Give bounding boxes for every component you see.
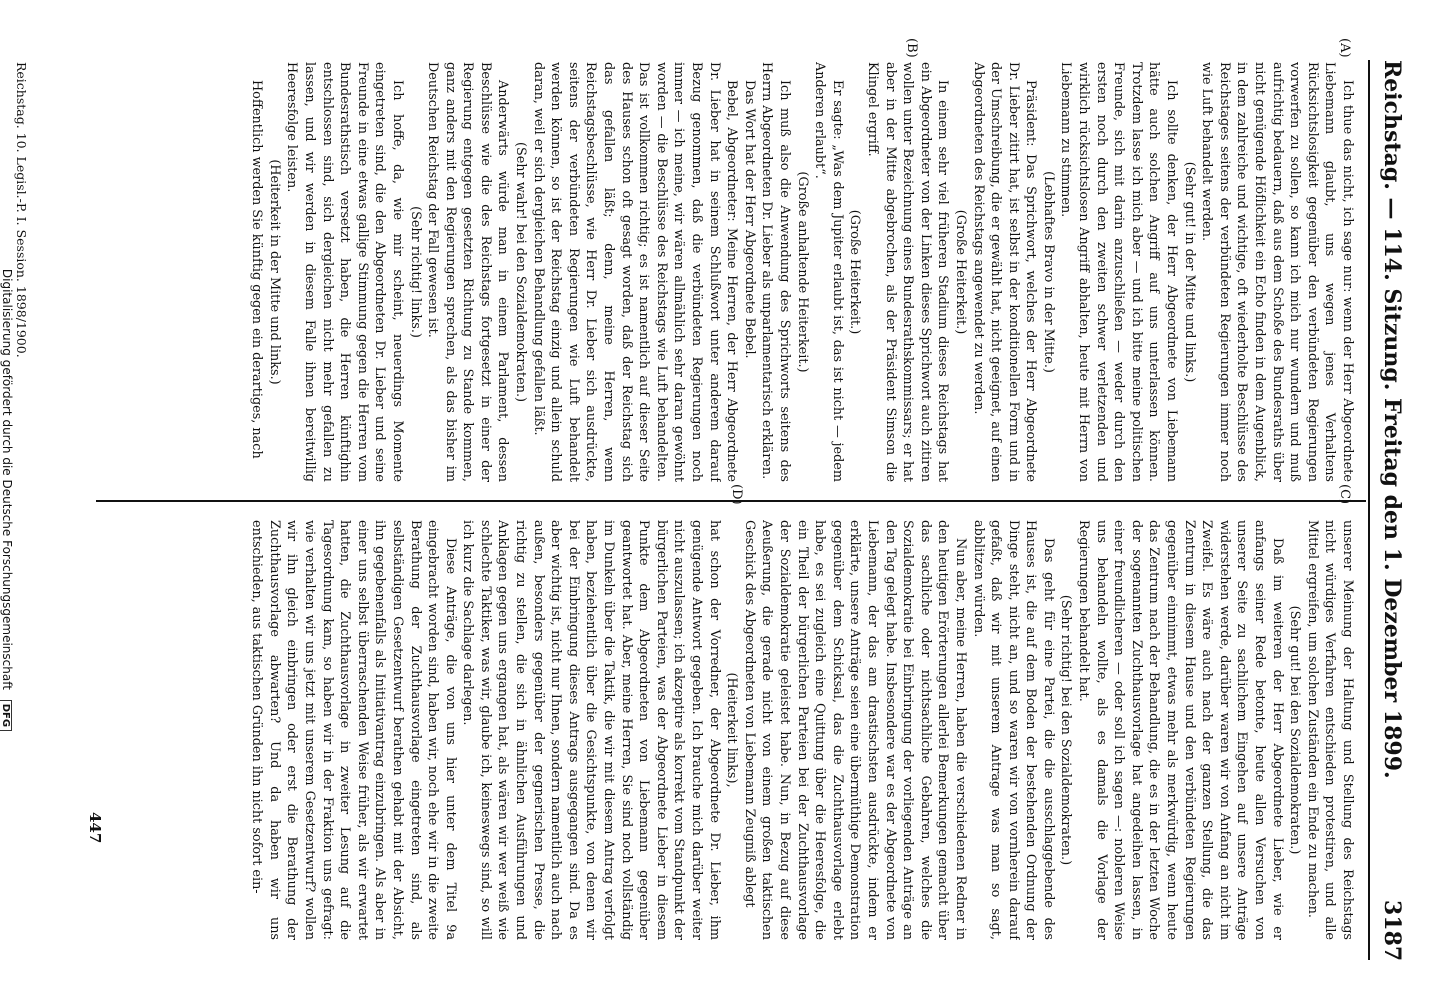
paragraph: Diese Anträge, die von uns hier unter dem Titel 9a eingebracht worden sind, haben wir, noch ehe wir in die zweite Berathung der Zuchthausvorlage eingetreten sind, als selbständigen Gesetzentwurf berathen gehabt mit der Absicht, ihn gegebenenfalls als Initiativantrag einzubringen. Als aber in einer uns selbst überraschenden Weise früher, als wir erwartet hatten, die Zuchthausvorlage in zweiter Lesung auf die Tagesordnung kam, so haben wir in der Fraktion uns gefragt: wie verhalten wir uns jetzt mit unserem Gesetzentwurf? wollen wir ihn gleich einbringen oder erst die Berathung der Zuchthausvorlage abwarten? Und da haben wir uns entschieden, aus taktischen Gründen ihn nicht sofort ein-	[249, 520, 458, 940]
president-paragraph: Präsident: Das Sprichwort, welches der Herr Abgeordnete Dr. Lieber zitirt hat, ist selbst in der konditionellen Form und in der Umschreibung, die er gewählt hat, nicht geeignet, auf einen Abgeordneten des Reichstags angewendet zu werden.	[970, 62, 1039, 482]
paragraph: Nun aber, meine Herren, haben die verschiedenen Redner in den heutigen Erörterungen allerlei Bemerkungen gemacht über das sachliche oder nichtsachliche Gebahren, welches die Sozialdemokratie bei Einbringung der vorliegenden Anträge an den Tag gelegt habe. Insbesondere war es der Abgeordnete von Liebemann, der das am drastischsten ausdrückte, indem er erklärte, unsere Anträge seien eine übermüthige Demonstration gegenüber dem Schicksal, das die Zuchthausvorlage erlebt habe, es sei zugleich eine Quittung über die Heeresfolge, die ein Theil der bürgerlichen Parteien bei der Zuchthausvorlage der Sozialdemokratie geleistet habe. Nun, in Bezug auf diese Aeußerung, die gerade nicht von einem großen taktischen Geschick des Abgeordneten von Liebemann Zeugniß ablegt	[741, 520, 968, 940]
paragraph: Ich thue das nicht, ich sage nur: wenn der Herr Abgeordnete Liebemann glaubt, uns wegen jenes Verhaltens Rücksichtslosigkeit gegenüber den verbündeten Regierungen vorwerfen zu sollen, so kann ich mich nur wundern und muß aufrichtig bedauern, daß aus dem Schoße des Bundesraths über nicht genügende Höflichkeit ein Echo finden in dem Augenblick, in dem zahlreiche und wichtige, oft wiederholte Beschlüsse des Reichstages seitens der verbündeten Regierungen immer noch wie Luft behandelt werden.	[1199, 62, 1355, 482]
digitization-credit	[0, 0, 14, 1000]
dfg-logo: DFG	[0, 700, 12, 731]
citation-footer: Reichstag. 10. Legisl.-P. I. Session. 1898/1900.	[14, 62, 29, 358]
page-mark: 447	[86, 812, 104, 844]
margin-mark-d: (D)	[729, 484, 744, 505]
paragraph: hat schon der Vorredner, der Abgeordnete Dr. Lieber, ihm genügende Antwort gegeben. Ich brauche mich darüber weiter nicht auszulassen; ich akzeptire als korrekt vom Standpunkt der bürgerlichen Parteien, was der Abgeordnete Lieber in diesem Punkte dem Abgeordneten von Liebemann gegenüber geantwortet hat. Aber, meine Herren, Sie sind noch vollständig im Dunkeln über die Taktik, die wir mit diesem Antrag verfolgt haben, beziehentlich über die Gesichtspunkte, von denen wir bei der Einbringung dieses Antrags ausgegangen sind. Da es aber wichtig ist, nicht nur Ihnen, sondern namentlich auch nach außen, besonders gegenüber der gegnerischen Presse, die richtig zu stellen, die sich in ähnlichen Ausführungen und Anklagen gegen uns ergangen hat, als wären wir wer weiß wie schlechte Taktiker, was wir, glaube ich, keineswegs sind, so will ich kurz die Sachlage darlegen.	[460, 520, 722, 940]
paragraph: Ich muß also die Anwendung des Sprichworts seitens des Herrn Abgeordneten Dr. Lieber als unparlamentarisch erklären.	[759, 62, 792, 482]
margin-mark-c: (C)	[1337, 484, 1352, 505]
interjection: (Lebhaftes Bravo in der Mitte.)	[1040, 171, 1056, 373]
running-title: Reichstag. — 114. Sitzung. Freitag den 1. Dezember 1899.	[1379, 60, 1405, 779]
paragraph: Ich hoffe, da, wie mir scheint, neuerdings Momente eingetreten sind, die den Abgeordneten Dr. Lieber und seine Freunde in eine etwas gallige Stimmung gegen die Herren vom Bundesrathstisch versetzt haben, die Herren künftighin entschlossen sind, sich dergleichen nicht mehr gefallen zu lassen, und wir werden in diesem Falle ihnen bereitwillig Heeresfolge leisten.	[284, 62, 405, 482]
paragraph: Das geht für eine Partei, die die ausschlaggebende des Hauses ist, die auf dem Boden der bestehenden Ordnung der Dinge steht, nicht an, und so waren wir von vornherein darauf gefaßt, daß wir mit unserem Antrage was man so sagt, abblitzen würden.	[970, 520, 1056, 940]
paragraph: Anderwärts würde man in einem Parlament, dessen Beschlüsse wie die des Reichstags fortgesetzt in einer der Regierung entgegen gesetzten Richtung zu Stande kommen, ganz anders mit den Regierungen sprechen, als das bisher im Deutschen Reichstag der Fall gewesen ist.	[425, 62, 511, 482]
page-number: 3187	[1379, 900, 1405, 962]
interjection: (Große Heiterkeit.)	[952, 209, 968, 335]
interjection: (Sehr gut! bei den Sozialdemokraten.)	[1287, 605, 1303, 855]
right-column	[16, 520, 1356, 940]
interjection: (Sehr wahr! bei den Sozialdemokraten.)	[513, 141, 529, 403]
header-rule	[1368, 60, 1370, 960]
paragraph: Hoffentlich werden Sie künftig gegen ein derartiges, nach	[249, 80, 265, 459]
paragraph: unserer Meinung der Haltung und Stellung des Reichstags nicht würdiges Verfahren entschieden protestiren, und alle Mittel ergreifen, um solchen Zuständen ein Ende zu machen.	[1304, 520, 1355, 940]
paragraph: Ich sollte denken, der Herr Abgeordnete von Liebemann hätte auch solchen Angriff auf uns unterlassen können. Trotzdem lasse ich mich aber — und ich bitte meine politischen Freunde, sich mit darin anzuschließen — weder durch den ersten noch durch den zweiten schwer verletzenden und wirklich rücksichtslosen Angriff abhalten, heute mit Herrn von Liebemann zu stimmen.	[1058, 62, 1180, 482]
paragraph: Daß im weiteren der Herr Abgeordnete Lieber, wie er anfangs seiner Rede betonte, heute allen Versuchen von unserer Seite zu sachlichem Eingehen auf unsere Anträge widerstehen werde, darüber waren wir von Anfang an nicht im Zweifel. Es wäre auch nach der ganzen Stellung, die das Zentrum in diesem Hause und den verbündeten Regierungen gegenüber einnimmt, etwas mehr als merkwürdig, wenn heute das Zentrum nach der Behandlung, die es in der letzten Woche der sogenannten Zuchthausvorlage hat angedeihen lassen, in einer freundlicheren — oder soll ich sagen —: nobleren Weise uns behandeln wollte, als es damals die Vorlage der Regierungen behandelt hat.	[1076, 520, 1285, 940]
interjection: (Heiterkeit in der Mitte und links.)	[266, 159, 282, 385]
paragraph: Er sagte: „Was dem Jupiter erlaubt ist, das ist nicht — jedem Anderen erlaubt“.	[812, 62, 845, 482]
credit-text: Digitalisierung gefördert durch die Deutsche Forschungsgemeinschaft	[0, 268, 14, 690]
interjection: (Große Heiterkeit.)	[847, 209, 863, 335]
speaker-paragraph: Bebel, Abgeordneter: Meine Herren, der Herr Abgeordnete Dr. Lieber hat in seinem Schlußwort unter anderem darauf Bezug genommen, daß die verbündeten Regierungen noch immer — ich meine, wir wären allmählich sehr daran gewöhnt worden — die Beschlüsse des Reichstags wie Luft behandelten. Das ist vollkommen richtig; es ist namentlich auf dieser Seite des Hauses schon oft gesagt worden, daß der Reichstag sich das gefallen läßt; denn, meine Herren, wenn Reichstagsbeschlüsse, wie Herr Dr. Lieber sich ausdrückte, seitens der verbündeten Regierungen wie Luft behandelt werden können, so ist der Reichstag einzig und allein schuld daran, weil er sich dergleichen Behandlung gefallen läßt.	[530, 62, 740, 482]
interjection: (Heiterkeit links),	[724, 672, 740, 788]
interjection: (Sehr richtig! links.)	[407, 206, 423, 338]
paragraph: Das Wort hat der Herr Abgeordnete Bebel.	[741, 80, 757, 359]
interjection: (Große anhaltende Heiterkeit.)	[794, 171, 810, 373]
margin-mark-b: (B)	[904, 38, 919, 58]
interjection: (Sehr richtig! bei den Sozialdemokraten.)	[1058, 594, 1074, 866]
margin-mark-a: (A)	[1337, 38, 1352, 58]
paragraph: In einem sehr viel früheren Stadium dieses Reichstags hat ein Abgeordneter von der Linken dieses Sprichwort auch zitiren wollen unter Bezeichnung eines Bundesrathskommissars; er hat aber in der Mitte abgebrochen, als der Präsident Simson die Klingel ergriff.	[864, 62, 951, 482]
page-header	[1372, 60, 1412, 960]
left-column	[16, 62, 1356, 482]
interjection: (Sehr gut! in der Mitte und links.)	[1181, 161, 1197, 383]
